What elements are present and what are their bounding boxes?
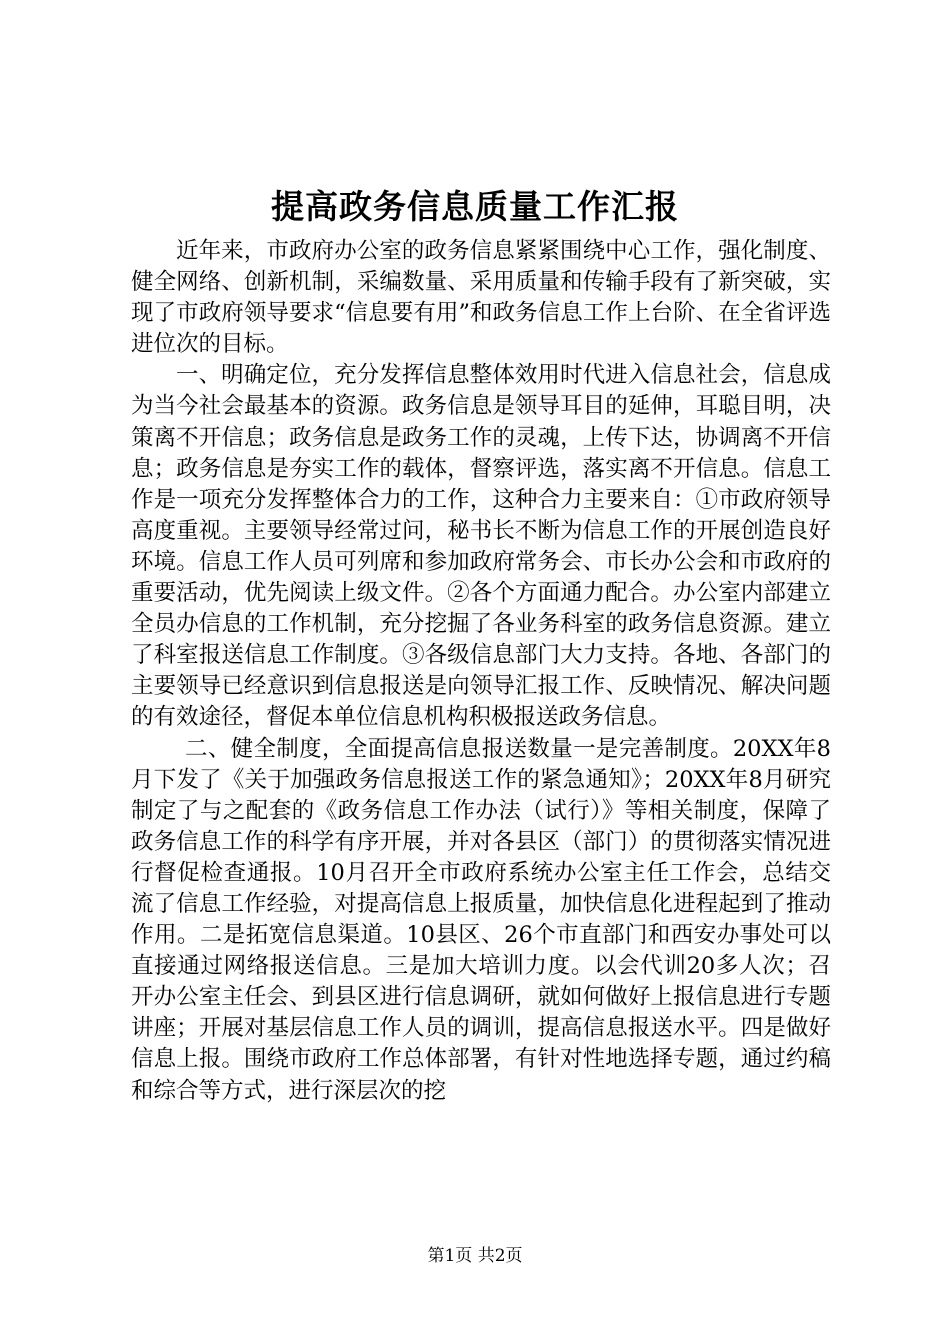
document-body (131, 236, 831, 1107)
page-number-footer: 第1页 共2页 (427, 1246, 523, 1266)
document-title: 提高政务信息质量工作汇报 (271, 187, 679, 226)
paragraph-section-two: 二、健全制度，全面提高信息报送数量一是完善制度。20XX年8月下发了《关于加强政务信息报送工作的紧急通知》；20XX年8月研究制定了与之配套的《政务信息工作办法（试行）》等相关制度，保障了政务信息工作的科学有序开展，并对各县区（部门）的贯彻落实情况进行督促检查通报。10月召开全市政府系统办公室主任工作会，总结交流了信息工作经验，对提高信息上报质量，加快信息化进程起到了推动作用。二是拓宽信息渠道。10县区、26个市直部门和西安办事处可以直接通过网络报送信息。三是加大培训力度。以会代训20多人次；召开办公室主任会、到县区进行信息调研，就如何做好上报信息进行专题讲座；开展对基层信息工作人员的调训，提高信息报送水平。四是做好信息上报。围绕市政府工作总体部署，有针对性地选择专题，通过约稿和综合等方式，进行深层次的挖 (131, 735, 831, 1104)
paragraph-intro: 近年来，市政府办公室的政务信息紧紧围绕中心工作，强化制度、健全网络、创新机制，采编数量、采用质量和传输手段有了新突破，实现了市政府领导要求“信息要有用”和政务信息工作上台阶、在全省评选进位次的目标。 (131, 238, 831, 358)
paragraph-section-one: 一、明确定位，充分发挥信息整体效用时代进入信息社会，信息成为当今社会最基本的资源。政务信息是领导耳目的延伸，耳聪目明，决策离不开信息；政务信息是政务工作的灵魂，上传下达，协调离不开信息；政务信息是夯实工作的载体，督察评选，落实离不开信息。信息工作是一项充分发挥整体合力的工作，这种合力主要来自：①市政府领导高度重视。主要领导经常过问，秘书长不断为信息工作的开展创造良好环境。信息工作人员可列席和参加政府常务会、市长办公会和市政府的重要活动，优先阅读上级文件。②各个方面通力配合。办公室内部建立全员办信息的工作机制，充分挖掘了各业务科室的政务信息资源。建立了科室报送信息工作制度。③各级信息部门大力支持。各地、各部门的主要领导已经意识到信息报送是向领导汇报工作、反映情况、解决问题的有效途径，督促本单位信息机构积极报送政务信息。 (131, 362, 831, 731)
